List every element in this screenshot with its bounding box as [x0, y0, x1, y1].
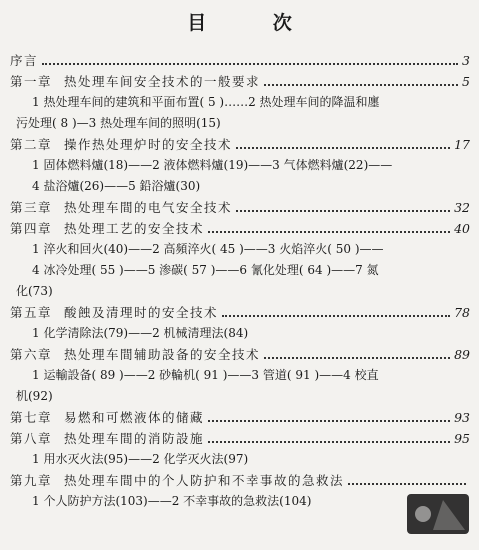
toc-section-row: 4 盐浴爐(26)——5 鉛浴爐(30): [32, 179, 201, 193]
toc-section-row: 1 运輸設备( 89 )——2 砂輪机( 91 )——3 管道( 91 )——4 校直: [32, 368, 379, 382]
toc-chapter-row: [10, 470, 470, 491]
chapter-title: 热处理车間的消防設施: [64, 431, 205, 446]
chapter-title: 操作热处理炉时的安全技术: [64, 137, 233, 152]
toc-chapter-row: [10, 344, 470, 365]
dot-leader: [236, 209, 450, 212]
page-number: 5: [462, 74, 470, 89]
chapter-title: 热处理车間辅助設备的安全技术: [64, 347, 261, 362]
toc-chapter-row: [10, 134, 470, 155]
chapter-number: 第三章: [10, 200, 53, 215]
chapter-title: 酸蝕及清理时的安全技术: [64, 305, 219, 320]
dot-leader: [208, 230, 450, 233]
chapter-title: 热处理车間的电气安全技术: [64, 200, 233, 215]
toc-section-row: 1 用水灭火法(95)——2 化学灭火法(97): [32, 452, 249, 466]
dot-leader: [208, 440, 450, 443]
toc-section-row: 1 淬火和回火(40)——2 高頻淬火( 45 )——3 火焰淬火( 50 )——: [32, 242, 384, 256]
toc-section-row: 1 化学清除法(79)——2 机械清理法(84): [32, 326, 249, 340]
dot-leader: [264, 356, 450, 359]
toc-chapter-row: [10, 50, 470, 71]
chapter-title: 热处理车间安全技术的一般要求: [64, 74, 261, 89]
chapter-number: 第八章: [10, 431, 53, 446]
page-number: 78: [454, 305, 470, 320]
toc-chapter-row: [10, 302, 470, 323]
chapter-number: 第六章: [10, 347, 53, 362]
page-number: 32: [454, 200, 470, 215]
dot-leader: [348, 482, 466, 485]
toc-section-row: 1 热处理车间的建筑和平面布置( 5 )……2 热处理车间的降温和廛: [32, 95, 380, 109]
toc-chapter-row: [10, 428, 470, 449]
dot-leader: [222, 314, 450, 317]
toc-section-row: 4 冰冷处理( 55 )——5 渗碳( 57 )——6 氰化处理( 64 )——7 氮: [32, 263, 379, 277]
chapter-number: 第九章: [10, 473, 53, 488]
toc-chapter-row: [10, 407, 470, 428]
dot-leader: [42, 62, 458, 65]
chapter-number: 第五章: [10, 305, 53, 320]
watermark-logo-icon: [403, 490, 473, 542]
toc-continuation-row: 化(73): [16, 284, 53, 298]
chapter-title: 序言: [10, 53, 39, 68]
toc-chapter-row: [10, 71, 470, 92]
page-number: 17: [454, 137, 470, 152]
page-number: 40: [454, 221, 470, 236]
chapter-title: 热处理车間中的个人防护和不幸事故的急救法: [64, 473, 345, 488]
toc-continuation-row: 机(92): [16, 389, 53, 403]
chapter-title: 热处理工艺的安全技术: [64, 221, 205, 236]
page-number: 3: [462, 53, 470, 68]
page-number: 95: [454, 431, 470, 446]
toc-section-row: 1 固体燃料爐(18)——2 液体燃料爐(19)——3 气体燃料爐(22)——: [32, 158, 393, 172]
toc-chapter-row: [10, 218, 470, 239]
page-number: 89: [454, 347, 470, 362]
chapter-title: 易燃和可燃液体的储藏: [64, 410, 205, 425]
page-title: 目 次: [187, 12, 322, 34]
dot-leader: [208, 419, 450, 422]
toc-list: [10, 50, 470, 512]
toc-continuation-row: 污处理( 8 )—3 热处理车间的照明(15): [16, 116, 221, 130]
chapter-number: 第七章: [10, 410, 53, 425]
toc-section-row: 1 个人防护方法(103)——2 不幸事故的急救法(104): [32, 494, 312, 508]
toc-chapter-row: [10, 197, 470, 218]
chapter-number: 第四章: [10, 221, 53, 236]
dot-leader: [264, 83, 458, 86]
page-number: 93: [454, 410, 470, 425]
chapter-number: 第二章: [10, 137, 53, 152]
chapter-number: 第一章: [10, 74, 53, 89]
dot-leader: [236, 146, 450, 149]
